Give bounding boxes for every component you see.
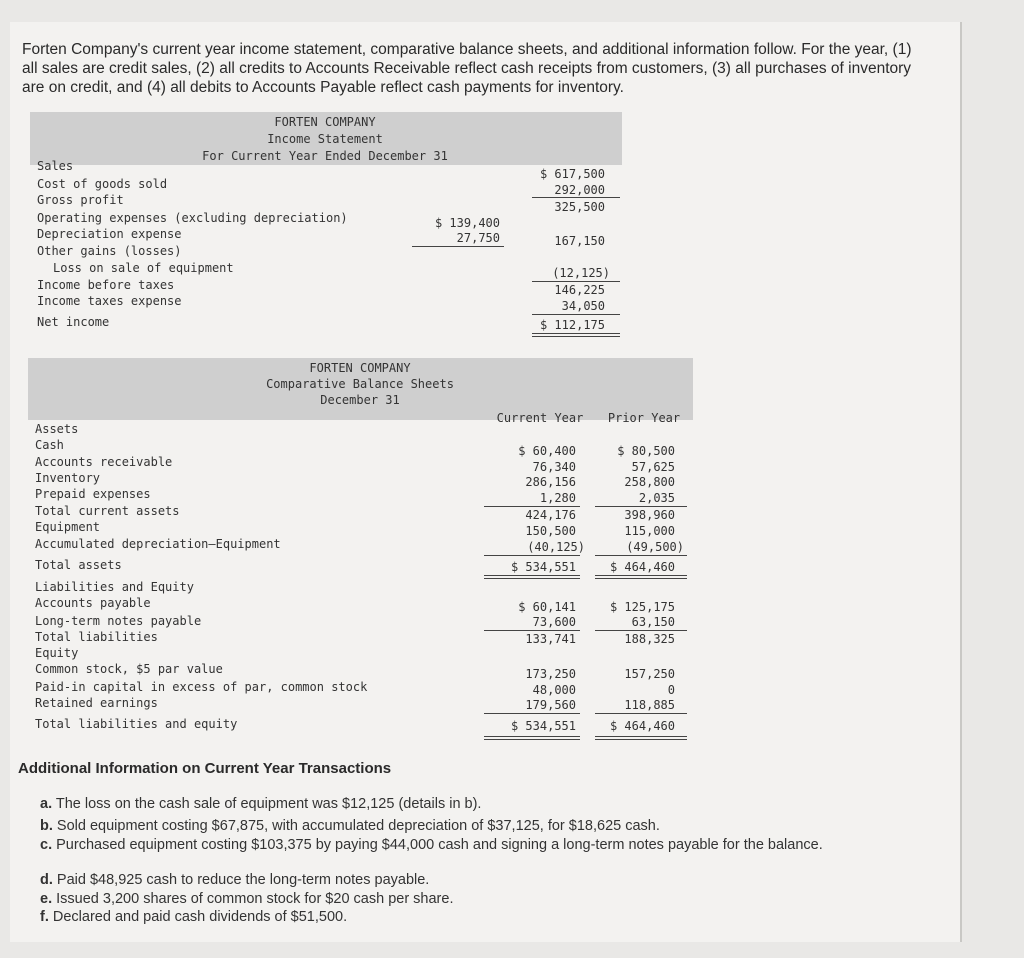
is-right-gross: 325,500: [554, 200, 605, 214]
item-text: Declared and paid cash dividends of $51,500.: [52, 909, 348, 925]
bs-label-re: Retained earnings: [35, 696, 158, 710]
bs-prior-cs: 157,250: [624, 667, 675, 681]
additional-info-title: Additional Information on Current Year Transactions: [18, 760, 392, 777]
is-label-other: Other gains (losses): [37, 244, 182, 258]
bs-label-ta: Total assets: [35, 558, 122, 572]
bs-drule-ta-a: [484, 575, 580, 579]
is-mid-dep: 27,750: [456, 231, 500, 245]
bs-col-current: Current Year: [496, 411, 584, 425]
additional-item-a: [40, 795, 890, 813]
item-text: Purchased equipment costing $103,375 by paying $44,000 cash and signing a long-term notes payable for the balance.: [56, 837, 823, 853]
bs-label-equity: Equity: [35, 646, 79, 660]
bs-cur-cs: 173,250: [525, 667, 576, 681]
bs-prior-ltnp: 63,150: [631, 615, 675, 629]
bs-prior-ta: $ 464,460: [609, 560, 675, 574]
bs-cur-inventory: 286,156: [525, 475, 576, 489]
item-letter: d.: [40, 872, 53, 888]
bs-prior-tl: 188,325: [624, 632, 675, 646]
bs-drule-tle-a: [484, 736, 580, 740]
bs-prior-tle: $ 464,460: [609, 719, 675, 733]
bs-label-tca: Total current assets: [35, 504, 180, 518]
bs-label-apic: Paid-in capital in excess of par, common stock: [35, 680, 368, 694]
bs-rule-2b: [595, 555, 687, 556]
is-double-rule: [532, 333, 620, 337]
bs-label-ltnp: Long-term notes payable: [35, 614, 202, 628]
is-rule-2: [412, 246, 504, 247]
bs-label-liab-equity: Liabilities and Equity: [35, 580, 194, 594]
bs-label-assets: Assets: [35, 422, 79, 436]
bs-rule-4b: [595, 713, 687, 714]
bs-cur-apic: 48,000: [532, 683, 576, 697]
is-right-tax: 34,050: [561, 299, 605, 313]
is-label-dep: Depreciation expense: [37, 227, 182, 241]
is-mid-opex: $ 139,400: [434, 216, 500, 230]
bs-date: December 31: [320, 393, 400, 407]
bs-label-ar: Accounts receivable: [35, 455, 173, 469]
bs-label-cs: Common stock, $5 par value: [35, 662, 223, 676]
is-company: FORTEN COMPANY: [274, 115, 376, 129]
bs-company: FORTEN COMPANY: [309, 361, 411, 375]
is-label-net: Net income: [37, 315, 110, 329]
item-text: Sold equipment costing $67,875, with accumulated depreciation of $37,125, for $18,625 cash.: [56, 818, 660, 834]
is-right-cogs: 292,000: [554, 183, 605, 197]
additional-item-d: [40, 871, 890, 889]
additional-item-f: [40, 908, 890, 926]
additional-item-b: [40, 817, 890, 835]
is-right-sales: $ 617,500: [539, 167, 605, 181]
is-label-loss: Loss on sale of equipment: [53, 261, 234, 275]
bs-cur-ar: 76,340: [532, 460, 576, 474]
is-label-cogs: Cost of goods sold: [37, 177, 168, 191]
bs-prior-prepaid: 2,035: [638, 491, 675, 505]
additional-item-e: [40, 890, 890, 908]
bs-cur-equipment: 150,500: [525, 524, 576, 538]
bs-drule-ta-b: [595, 575, 687, 579]
is-rule-4: [532, 314, 620, 315]
bs-rule-2a: [484, 555, 580, 556]
bs-label-equipment: Equipment: [35, 520, 101, 534]
bs-col-prior: Prior Year: [607, 411, 681, 425]
item-text: The loss on the cash sale of equipment was $12,125 (details in b).: [55, 796, 482, 812]
item-letter: c.: [40, 837, 53, 853]
bs-prior-equipment: 115,000: [624, 524, 675, 538]
is-right-dep: 167,150: [554, 234, 605, 248]
bs-cur-ltnp: 73,600: [532, 615, 576, 629]
bs-cur-accdep: (40,125): [527, 540, 585, 554]
intro-paragraph: Forten Company's current year income statement, comparative balance sheets, and additional information follow. For the year, (1) all sales are credit sales, (2) all credits to Accounts Receivable reflect cash receipts from customers, (3) all purchases of inventory are on credit, and (4) all debits to Accounts Payable reflect cash payments for inventory.: [22, 41, 912, 96]
bs-cur-cash: $ 60,400: [518, 444, 576, 458]
item-letter: e.: [40, 891, 53, 907]
bs-cur-ta: $ 534,551: [510, 560, 576, 574]
bs-prior-cash: $ 80,500: [617, 444, 675, 458]
is-label-opex: Operating expenses (excluding depreciation): [37, 211, 348, 225]
bs-label-tle: Total liabilities and equity: [35, 717, 238, 731]
is-rule-1: [532, 197, 620, 198]
item-text: Issued 3,200 shares of common stock for $20 cash per share.: [56, 891, 454, 907]
item-letter: a.: [40, 796, 53, 812]
is-right-net: $ 112,175: [539, 318, 605, 332]
additional-item-c: [40, 836, 898, 854]
bs-prior-apic: 0: [667, 683, 675, 697]
bs-title: Comparative Balance Sheets: [266, 377, 454, 391]
bs-label-inventory: Inventory: [35, 471, 101, 485]
bs-label-tl: Total liabilities: [35, 630, 158, 644]
bs-cur-tle: $ 534,551: [510, 719, 576, 733]
bs-cur-prepaid: 1,280: [539, 491, 576, 505]
is-label-sales: Sales: [37, 159, 74, 173]
bs-prior-tca: 398,960: [624, 508, 675, 522]
is-period: For Current Year Ended December 31: [202, 149, 448, 163]
bs-prior-inventory: 258,800: [624, 475, 675, 489]
bs-label-accdep: Accumulated depreciation—Equipment: [35, 537, 281, 551]
bs-drule-tle-b: [595, 736, 687, 740]
bs-prior-re: 118,885: [624, 698, 675, 712]
bs-cur-ap: $ 60,141: [518, 600, 576, 614]
is-title: Income Statement: [267, 132, 383, 146]
is-label-ibt: Income before taxes: [37, 278, 175, 292]
bs-prior-ap: $ 125,175: [609, 600, 675, 614]
bs-label-cash: Cash: [35, 438, 64, 452]
item-text: Paid $48,925 cash to reduce the long-term notes payable.: [56, 872, 430, 888]
is-right-ibt: 146,225: [554, 283, 605, 297]
bs-label-ap: Accounts payable: [35, 596, 151, 610]
item-letter: f.: [40, 909, 49, 925]
bs-cur-tl: 133,741: [525, 632, 576, 646]
bs-prior-ar: 57,625: [631, 460, 675, 474]
bs-rule-4a: [484, 713, 580, 714]
bs-label-prepaid: Prepaid expenses: [35, 487, 151, 501]
bs-cur-tca: 424,176: [525, 508, 576, 522]
is-label-gross: Gross profit: [37, 193, 124, 207]
bs-cur-re: 179,560: [525, 698, 576, 712]
item-letter: b.: [40, 818, 53, 834]
bs-prior-accdep: (49,500): [626, 540, 684, 554]
is-label-tax: Income taxes expense: [37, 294, 182, 308]
is-right-loss: (12,125): [552, 266, 610, 280]
